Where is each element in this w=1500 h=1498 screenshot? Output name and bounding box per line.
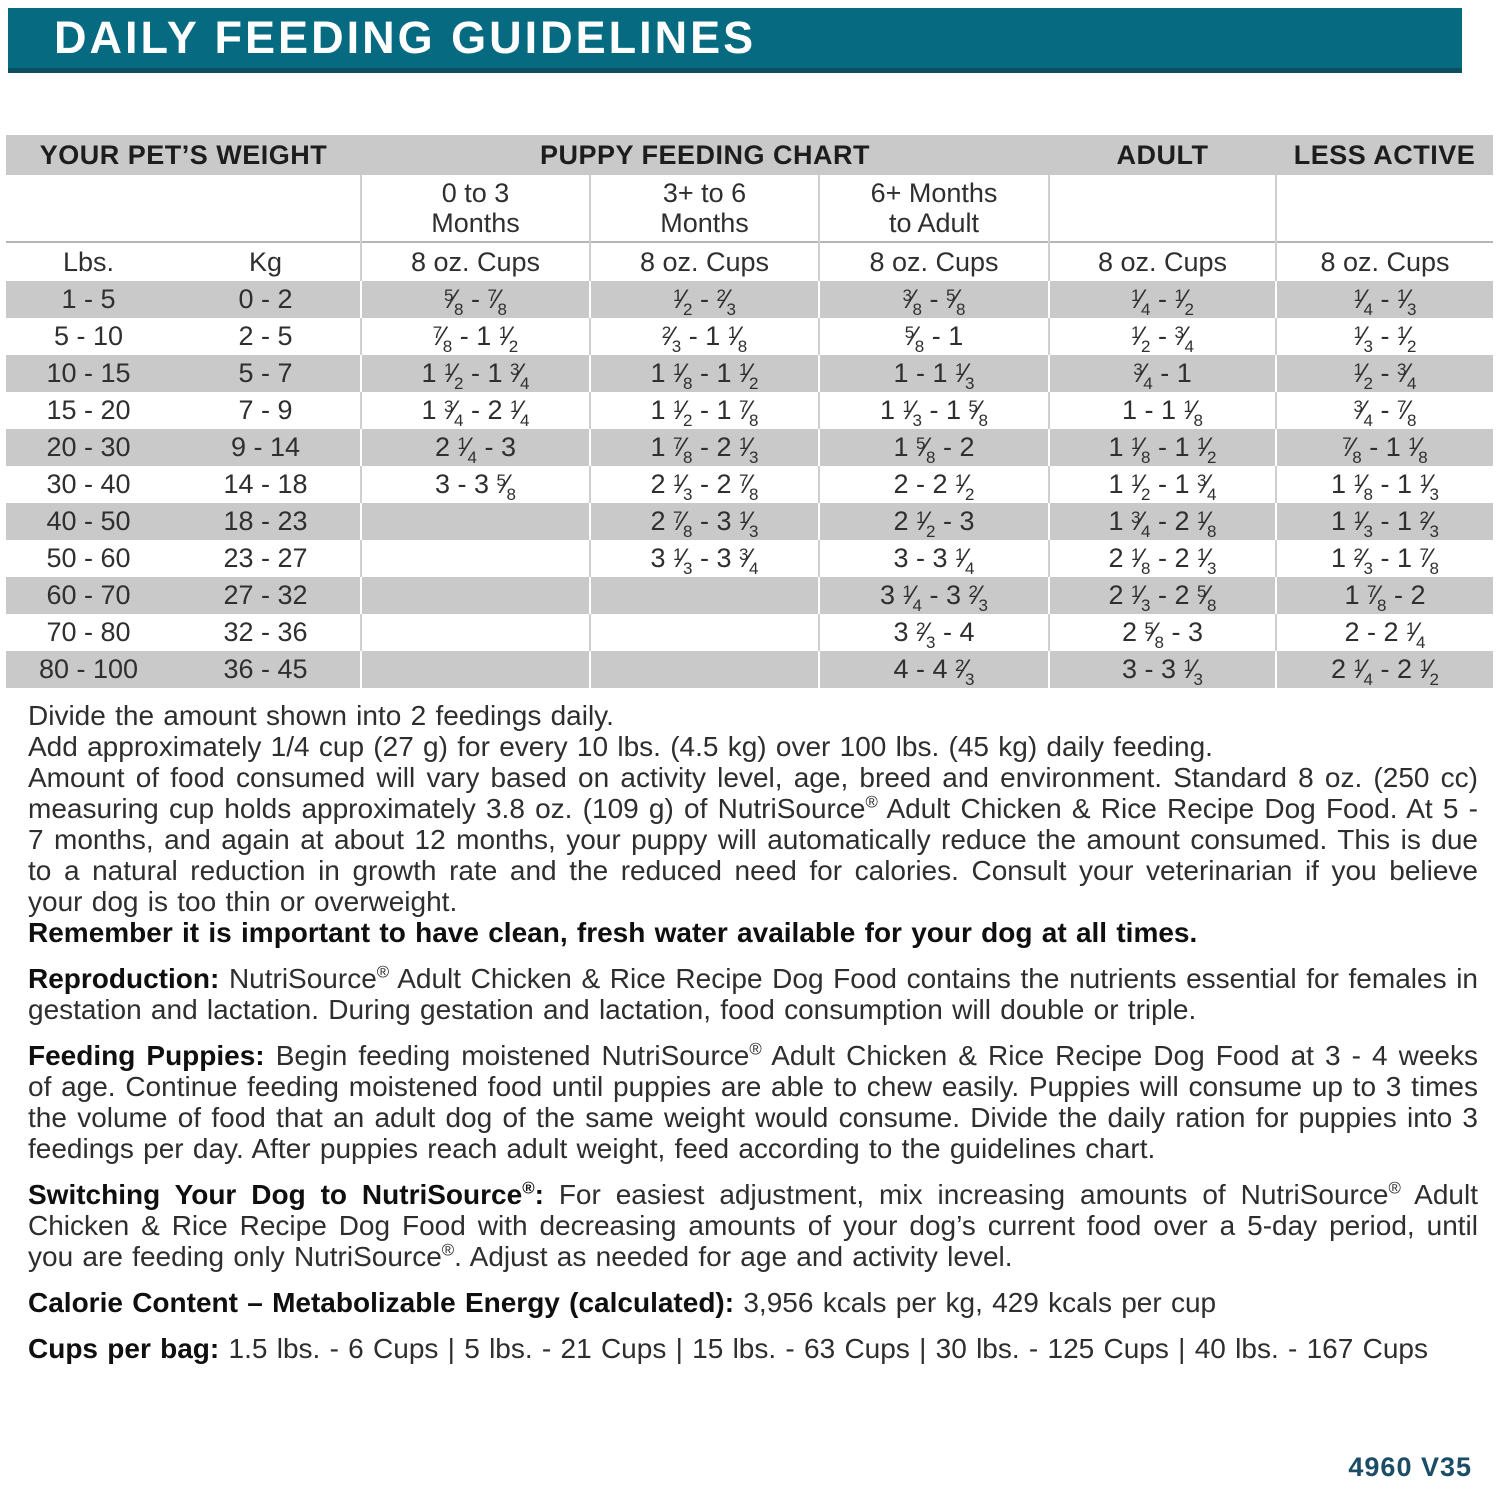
- cell-adult: 3 - 3 $^1⁄_3$: [1049, 651, 1276, 688]
- cell-puppy-6-adult: 2 $^1⁄_2 - 3$: [819, 503, 1049, 540]
- table-row: [6, 466, 1493, 503]
- title-bar: [8, 8, 1462, 73]
- calorie-content-line: [28, 1287, 1478, 1318]
- section-body: 1.5 lbs. - 6 Cups | 5 lbs. - 21 Cups | 15 lbs. - 63 Cups | 30 lbs. - 125 Cups | 40 lbs. - 167 Cups: [228, 1333, 1428, 1364]
- cell-adult: 2 $^5⁄_8 - 3$: [1049, 614, 1276, 651]
- section-body: Begin feeding moistened NutriSource® Adult Chicken & Rice Recipe Dog Food at 3 - 4 weeks of age. Continue feeding moistened food until puppies are able to chew easily. Puppies will consume up to 3 times the volume of food that an adult dog of the same weight would consume. Divide the daily ration for puppies into 3 feedings per day. After puppies reach adult weight, feed according to the guidelines chart.: [28, 1039, 1478, 1164]
- cell-adult: $^1⁄_2$ - $^3⁄_4$: [1049, 318, 1276, 355]
- unit-cups: 8 oz. Cups: [1049, 242, 1276, 281]
- cell-adult: 1 $^1⁄_2 - 1$ $^3⁄_4$: [1049, 466, 1276, 503]
- cell-lbs: 30 - 40: [46, 469, 131, 499]
- table-row: [6, 355, 1493, 392]
- cell-puppy-6-adult: 3 - 3 $^1⁄_4$: [819, 540, 1049, 577]
- cell-kg: 5 - 7: [171, 355, 361, 392]
- cell-less-active: 2 - 2 $^1⁄_4$: [1344, 617, 1426, 651]
- cell-puppy-3-6: 1 $^1⁄_8 - 1$ $^1⁄_2$: [590, 355, 819, 392]
- cell-lbs: 1 - 5: [6, 281, 171, 318]
- table-row: [6, 577, 1493, 614]
- cell-puppy-3-6: 1 $^7⁄_8 - 2$ $^1⁄_3$: [590, 429, 819, 466]
- text-sections: [28, 963, 1478, 1364]
- cell-puppy-0-3: $^5⁄_8$ - $^7⁄_8$: [361, 281, 590, 318]
- cell-puppy-3-6: [590, 614, 819, 651]
- cell-kg: 23 - 27: [171, 540, 361, 577]
- cell-lbs: 40 - 50: [6, 503, 171, 540]
- cell-puppy-0-3: [361, 651, 590, 688]
- table-row: [6, 318, 1493, 355]
- unit-cups: 8 oz. Cups: [590, 242, 819, 281]
- cell-puppy-6-adult: 2 - 2 $^1⁄_2$: [819, 466, 1049, 503]
- cell-adult: 1 $^1⁄_8 - 1$ $^1⁄_2$: [1049, 429, 1276, 466]
- cell-puppy-6-adult: $^5⁄_8 - 1$: [819, 318, 1049, 355]
- cell-puppy-6-adult: 3 $^2⁄_3 - 4$: [819, 614, 1049, 651]
- cell-puppy-0-3: $^7⁄_8 - 1$ $^1⁄_2$: [361, 318, 590, 355]
- table-units-row: [6, 242, 1493, 281]
- section-heading: Reproduction:: [28, 963, 220, 994]
- cell-kg: 9 - 14: [171, 429, 361, 466]
- cell-adult: $^1⁄_4$ - $^1⁄_2$: [1049, 281, 1276, 318]
- cell-less-active: $^1⁄_4$ - $^1⁄_3$: [1276, 281, 1493, 318]
- note-line-1: Divide the amount shown into 2 feedings daily.: [28, 700, 614, 731]
- cups-per-bag-line: [28, 1333, 1478, 1364]
- cell-lbs: 10 - 15: [6, 355, 171, 392]
- table-row: [6, 281, 1493, 318]
- section-0: [28, 963, 1478, 1025]
- cell-kg: 27 - 32: [171, 577, 361, 614]
- page-title: DAILY FEEDING GUIDELINES: [54, 12, 757, 63]
- cell-less-active: 1 $^1⁄_8 - 1$ $^1⁄_3$: [1331, 469, 1439, 503]
- cell-puppy-3-6: [590, 651, 819, 688]
- cell-puppy-6-adult: 1 $^5⁄_8 - 2$: [819, 429, 1049, 466]
- cell-lbs: 5 - 10: [53, 321, 124, 351]
- cell-puppy-6-adult: 1 $^1⁄_3 - 1$ $^5⁄_8$: [819, 392, 1049, 429]
- header-adult: ADULT: [1049, 135, 1276, 175]
- cell-less-active: 1 $^2⁄_3 - 1$ $^7⁄_8$: [1331, 543, 1439, 577]
- cell-adult: $^3⁄_4 - 1$: [1049, 355, 1276, 392]
- cell-puppy-6-adult: 4 - 4 $^2⁄_3$: [819, 651, 1049, 688]
- table-row: [6, 392, 1493, 429]
- header-puppy-feeding-chart: PUPPY FEEDING CHART: [361, 135, 1049, 175]
- table-row: [6, 503, 1493, 540]
- header-period-1: 3+ to 6 Months: [590, 175, 819, 242]
- table-row: [6, 540, 1493, 577]
- feeding-table: [6, 135, 1493, 688]
- cell-puppy-0-3: [361, 540, 590, 577]
- header-less-active: LESS ACTIVE: [1276, 135, 1493, 175]
- cell-puppy-6-adult: $^3⁄_8$ - $^5⁄_8$: [819, 281, 1049, 318]
- table-section-header-row: [6, 135, 1493, 175]
- cell-puppy-0-3: 3 - 3 $^5⁄_8$: [361, 466, 590, 503]
- table-row: [6, 651, 1493, 688]
- table-row: [6, 429, 1493, 466]
- cell-adult: 2 $^1⁄_3 - 2$ $^5⁄_8$: [1049, 577, 1276, 614]
- cell-adult: 2 $^1⁄_8 - 2$ $^1⁄_3$: [1049, 540, 1276, 577]
- cell-puppy-0-3: 1 $^1⁄_2 - 1$ $^3⁄_4$: [361, 355, 590, 392]
- unit-lbs: Lbs.: [6, 242, 171, 281]
- section-heading: Cups per bag:: [28, 1333, 220, 1364]
- cell-less-active: 2 $^1⁄_4 - 2$ $^1⁄_2$: [1276, 651, 1493, 688]
- cell-lbs: 15 - 20: [46, 395, 131, 425]
- cell-kg: 32 - 36: [171, 614, 361, 651]
- cell-lbs: 20 - 30: [6, 429, 171, 466]
- header-period-0: 0 to 3 Months: [361, 175, 590, 242]
- section-body: For easiest adjustment, mix increasing amounts of NutriSource® Adult Chicken & Rice Recipe Dog Food with decreasing amounts of your dog’s current food over a 5-day period, until you are feeding only NutriSource®. Adjust as needed for age and activity level.: [28, 1178, 1479, 1272]
- cell-kg: 7 - 9: [171, 392, 361, 429]
- unit-kg: Kg: [171, 242, 361, 281]
- section-body: NutriSource® Adult Chicken & Rice Recipe Dog Food contains the nutrients essential for females in gestation and lactation. During gestation and lactation, food consumption will double or triple.: [28, 962, 1478, 1025]
- cell-less-active: 1 $^1⁄_3 - 1$ $^2⁄_3$: [1276, 503, 1493, 540]
- cell-puppy-3-6: 2 $^1⁄_3 - 2$ $^7⁄_8$: [590, 466, 819, 503]
- cell-adult: 1 - 1 $^1⁄_8$: [1049, 392, 1276, 429]
- cell-puppy-0-3: [361, 614, 590, 651]
- cell-kg: 36 - 45: [171, 651, 361, 688]
- cell-lbs: 80 - 100: [6, 651, 171, 688]
- cell-adult: 1 $^3⁄_4 - 2$ $^1⁄_8$: [1049, 503, 1276, 540]
- section-body: 3,956 kcals per kg, 429 kcals per cup: [743, 1287, 1217, 1318]
- section-heading: Switching Your Dog to NutriSource®:: [28, 1178, 544, 1210]
- cell-kg: 2 - 5: [171, 318, 361, 355]
- cell-less-active: 1 $^7⁄_8 - 2$: [1276, 577, 1493, 614]
- section-2: [28, 1179, 1478, 1272]
- feeding-table-container: [6, 135, 1493, 688]
- cell-puppy-3-6: $^1⁄_2$ - $^2⁄_3$: [590, 281, 819, 318]
- cell-kg: 14 - 18: [171, 466, 361, 503]
- cell-less-active: $^7⁄_8 - 1$ $^1⁄_8$: [1276, 429, 1493, 466]
- section-1: [28, 1040, 1478, 1164]
- header-your-pets-weight: YOUR PET’S WEIGHT: [6, 135, 361, 175]
- table-row: [6, 614, 1493, 651]
- cell-kg: 0 - 2: [171, 281, 361, 318]
- unit-cups: 8 oz. Cups: [361, 242, 590, 281]
- note-paragraph: Amount of food consumed will vary based on activity level, age, breed and environment. Standard 8 oz. (250 cc) measuring cup holds approximately 3.8 oz. (109 g) of NutriSource® Adult Chicken & Rice Recipe Dog Food. At 5 - 7 months, and again at about 12 months, your puppy will automatically reduce the amount consumed. This is due to a natural reduction in growth rate and the reduced need for calories. Consult your veterinarian if you believe your dog is too thin or overweight.: [28, 762, 1478, 917]
- cell-puppy-0-3: 2 $^1⁄_4 - 3$: [361, 429, 590, 466]
- cell-kg: 18 - 23: [171, 503, 361, 540]
- note-line-2: Add approximately 1/4 cup (27 g) for every 10 lbs. (4.5 kg) over 100 lbs. (45 kg) daily feeding.: [28, 731, 1213, 762]
- header-period-2: 6+ Months to Adult: [819, 175, 1049, 242]
- cell-puppy-0-3: [361, 577, 590, 614]
- cell-puppy-3-6: 3 $^1⁄_3 - 3$ $^3⁄_4$: [590, 540, 819, 577]
- unit-cups: 8 oz. Cups: [1276, 242, 1493, 281]
- cell-puppy-3-6: 2 $^7⁄_8 - 3$ $^1⁄_3$: [590, 503, 819, 540]
- section-heading: Calorie Content – Metabolizable Energy (calculated):: [28, 1287, 735, 1318]
- cell-less-active: $^1⁄_2$ - $^3⁄_4$: [1276, 355, 1493, 392]
- notes-and-sections: [28, 700, 1478, 1364]
- table-age-period-row: [6, 175, 1493, 242]
- cell-puppy-3-6: [590, 577, 819, 614]
- cell-less-active: $^3⁄_4$ - $^7⁄_8$: [1353, 395, 1417, 429]
- cell-puppy-6-adult: 1 - 1 $^1⁄_3$: [819, 355, 1049, 392]
- cell-less-active: $^1⁄_3$ - $^1⁄_2$: [1353, 321, 1417, 355]
- note-water-reminder: Remember it is important to have clean, fresh water available for your dog at all times.: [28, 917, 1198, 948]
- cell-lbs: 50 - 60: [46, 543, 131, 573]
- cell-puppy-3-6: $^2⁄_3 - 1$ $^1⁄_8$: [590, 318, 819, 355]
- cell-puppy-0-3: 1 $^3⁄_4 - 2$ $^1⁄_4$: [361, 392, 590, 429]
- footer-code: 4960 V35: [1348, 1452, 1472, 1482]
- unit-cups: 8 oz. Cups: [819, 242, 1049, 281]
- cell-lbs: 60 - 70: [6, 577, 171, 614]
- cell-puppy-0-3: [361, 503, 590, 540]
- cell-lbs: 70 - 80: [46, 617, 131, 647]
- cell-puppy-3-6: 1 $^1⁄_2 - 1$ $^7⁄_8$: [590, 392, 819, 429]
- cell-puppy-6-adult: 3 $^1⁄_4 - 3$ $^2⁄_3$: [819, 577, 1049, 614]
- section-heading: Feeding Puppies:: [28, 1040, 265, 1071]
